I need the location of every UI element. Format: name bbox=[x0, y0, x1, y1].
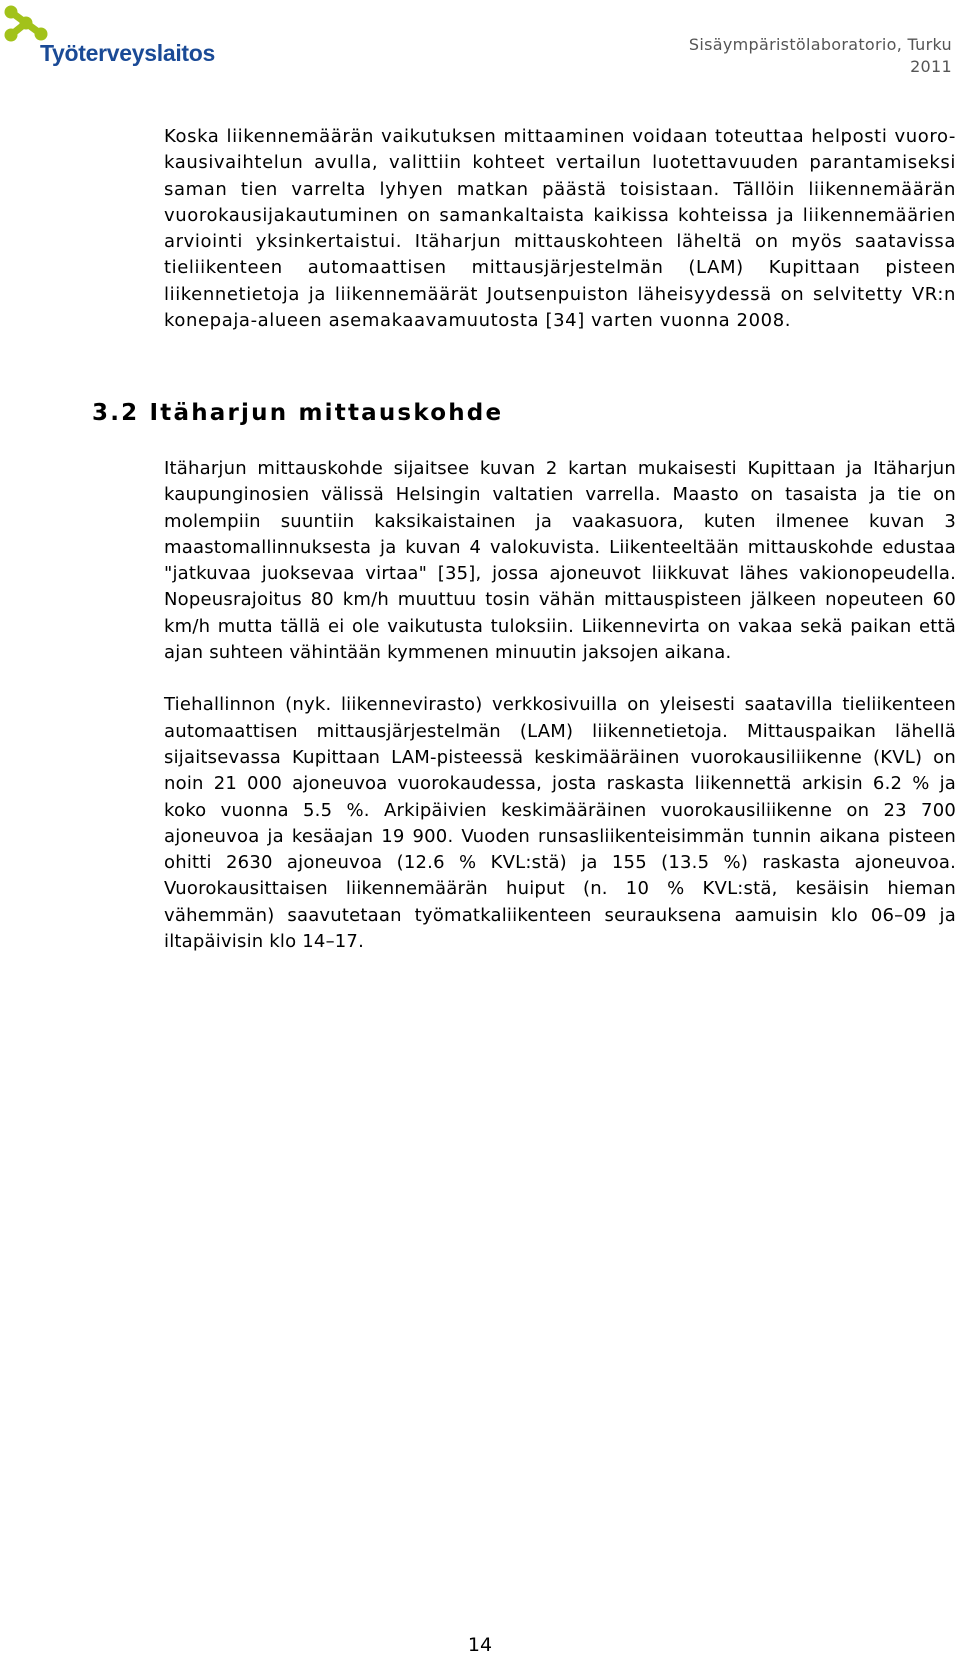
paragraph-site-description: Itäharjun mittauskohde sijaitsee kuvan 2 kartan mukaisesti Kupittaan ja Itäharjun kaupunginosien välissä Helsingin valtatien varrella. Maasto on tasaista ja tie on molempiin suuntiin kaksikaistainen ja vaakasuora, kuten ilmenee kuvan 3 maastomallinnuksesta ja kuvan 4 valokuvista. Liikenteeltään mittauskohde edustaa "jatkuvaa juoksevaa virtaa" [35], jossa ajoneuvot liikkuvat lähes vakionopeudella. Nopeusrajoitus 80 km/h muuttuu tosin vähän mittauspisteen jälkeen nopeuteen 60 km/h mutta tällä ei ole vaikutusta tuloksiin. Liikennevirta on vakaa sekä paikan että ajan suhteen vähintään kymmenen minuutin jaksojen aikana. bbox=[164, 458, 956, 664]
institute-logo bbox=[2, 2, 216, 74]
page-number: 14 bbox=[467, 1634, 493, 1656]
document-header-info bbox=[689, 34, 952, 78]
intro-section bbox=[164, 124, 956, 334]
logo-text: Työterveyslaitos bbox=[40, 40, 216, 66]
paragraph-gap bbox=[164, 666, 956, 692]
paragraph-traffic-data: Tiehallinnon (nyk. liikennevirasto) verkkosivuilla on yleisesti saatavilla tieliikenteen automaattisen mittausjärjestelmän (LAM) liikennetietoja. Mittauspaikan lähellä sijaitsevassa Kupittaan LAM-pisteessä keskimääräinen vuorokausiliikenne (KVL) on noin 21 000 ajoneuvoa vuorokaudessa, josta raskasta liikennettä arkisin 6.2 % ja koko vuonna 5.5 %. Arkipäivien keskimääräinen vuorokausiliikenne on 23 700 ajoneuvoa ja kesäajan 19 900. Vuoden runsasliikenteisimmän tunnin aikana pisteen ohitti 2630 ajoneuvoa (12.6 % KVL:stä) ja 155 (13.5 %) raskasta ajoneuvoa. Vuorokausittaisen liikennemäärän huiput (n. 10 % KVL:stä, kesäisin hieman vähemmän) saavutetaan työmatkaliikenteen seurauksena aamuisin klo 06–09 ja iltapäivisin klo 14–17. bbox=[164, 694, 956, 953]
lab-name: Sisäympäristölaboratorio, Turku bbox=[688, 35, 952, 54]
document-year: 2011 bbox=[910, 57, 952, 76]
paragraph-measurement-sites: Koska liikennemäärän vaikutuksen mittaaminen voidaan toteuttaa helposti vuoro-kausivaihtelun avulla, valittiin kohteet vertailun luotettavuuden parantamiseksi saman tien varrelta lyhyen matkan päästä toisistaan. Tällöin liikennemäärän vuorokausijakautuminen on samankaltaista kaikissa kohteissa ja liikennemäärien arviointi yksinkertaistui. Itäharjun mittauskohteen läheltä on myös saatavissa tieliikenteen automaattisen mittausjärjestelmän (LAM) Kupittaan pisteen liikennetietoja ja liikennemäärät Joutsenpuiston läheisyydessä on selvitetty VR:n konepaja-alueen asemakaavamuutosta [34] varten vuonna 2008. bbox=[164, 126, 956, 332]
section-body bbox=[164, 456, 956, 955]
section-heading: 3.2 Itäharjun mittauskohde bbox=[92, 400, 504, 426]
